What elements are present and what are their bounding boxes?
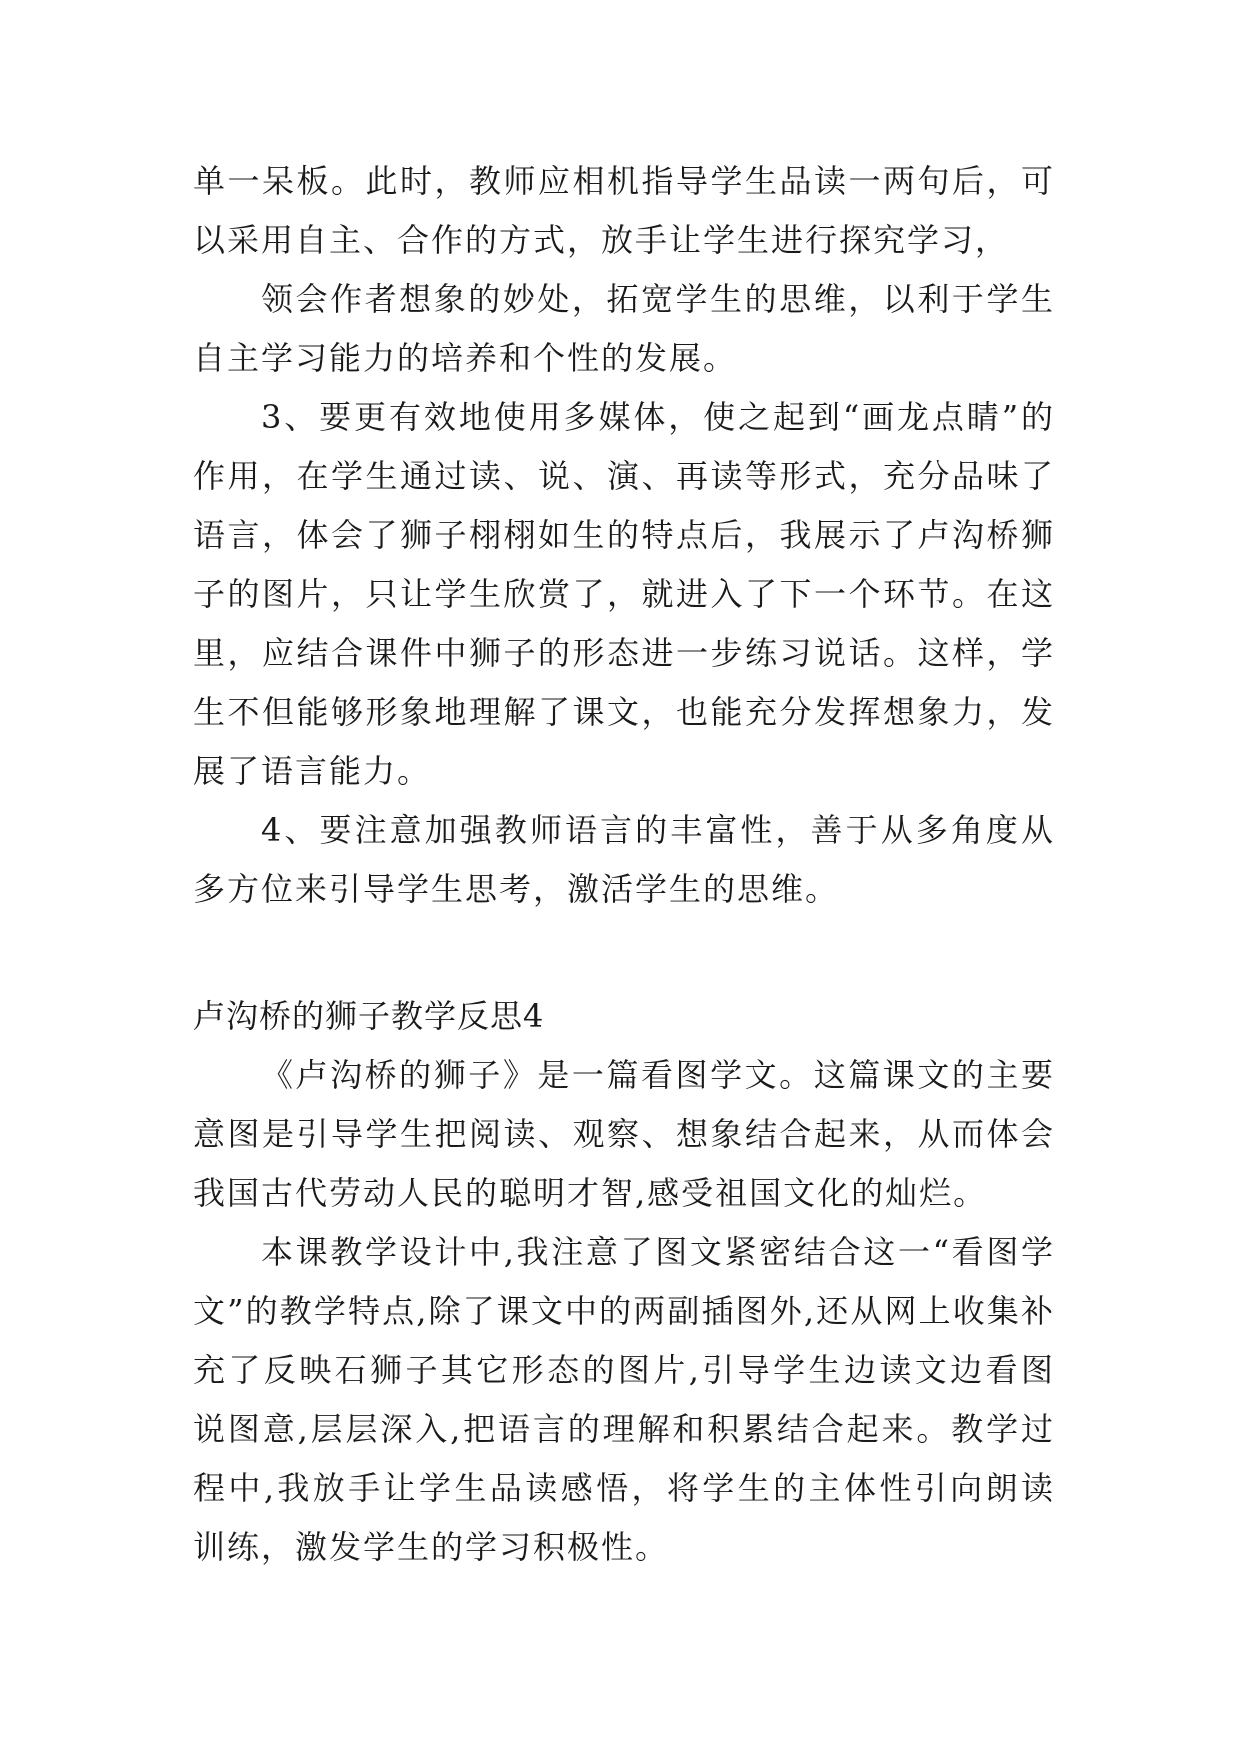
paragraph-point-4: 4、要注意加强教师语言的丰富性，善于从多角度从多方位来引导学生思考，激活学生的思维。 bbox=[193, 811, 1055, 908]
paragraph-intro: 《卢沟桥的狮子》是一篇看图学文。这篇课文的主要意图是引导学生把阅读、观察、想象结合起来，从而体会我国古代劳动人民的聪明才智,感受祖国文化的灿烂。 bbox=[193, 1056, 1055, 1212]
paragraph-point-3: 3、要更有效地使用多媒体，使之起到“画龙点睛”的作用，在学生通过读、说、演、再读等形式，充分品味了语言，体会了狮子栩栩如生的特点后，我展示了卢沟桥狮子的图片，只让学生欣赏了，就进入了下一个环节。在这里，应结合课件中狮子的形态进一步练习说话。这样，学生不但能够形象地理解了课文，也能充分发挥想象力，发展了语言能力。 bbox=[193, 398, 1055, 790]
paragraph-imagination: 领会作者想象的妙处，拓宽学生的思维，以利于学生自主学习能力的培养和个性的发展。 bbox=[193, 280, 1055, 377]
paragraph-design: 本课教学设计中,我注意了图文紧密结合这一“看图学文”的教学特点,除了课文中的两副插图外,还从网上收集补充了反映石狮子其它形态的图片,引导学生边读文边看图说图意,层层深入,把语言的理解和积累结合起来。教学过程中,我放手让学生品读感悟，将学生的主体性引向朗读训练，激发学生的学习积极性。 bbox=[193, 1233, 1055, 1566]
paragraph-continuation: 单一呆板。此时，教师应相机指导学生品读一两句后，可以采用自主、合作的方式，放手让学生进行探究学习， bbox=[193, 162, 1055, 259]
document-page bbox=[193, 152, 1055, 1577]
section-title: 卢沟桥的狮子教学反思4 bbox=[193, 997, 545, 1035]
